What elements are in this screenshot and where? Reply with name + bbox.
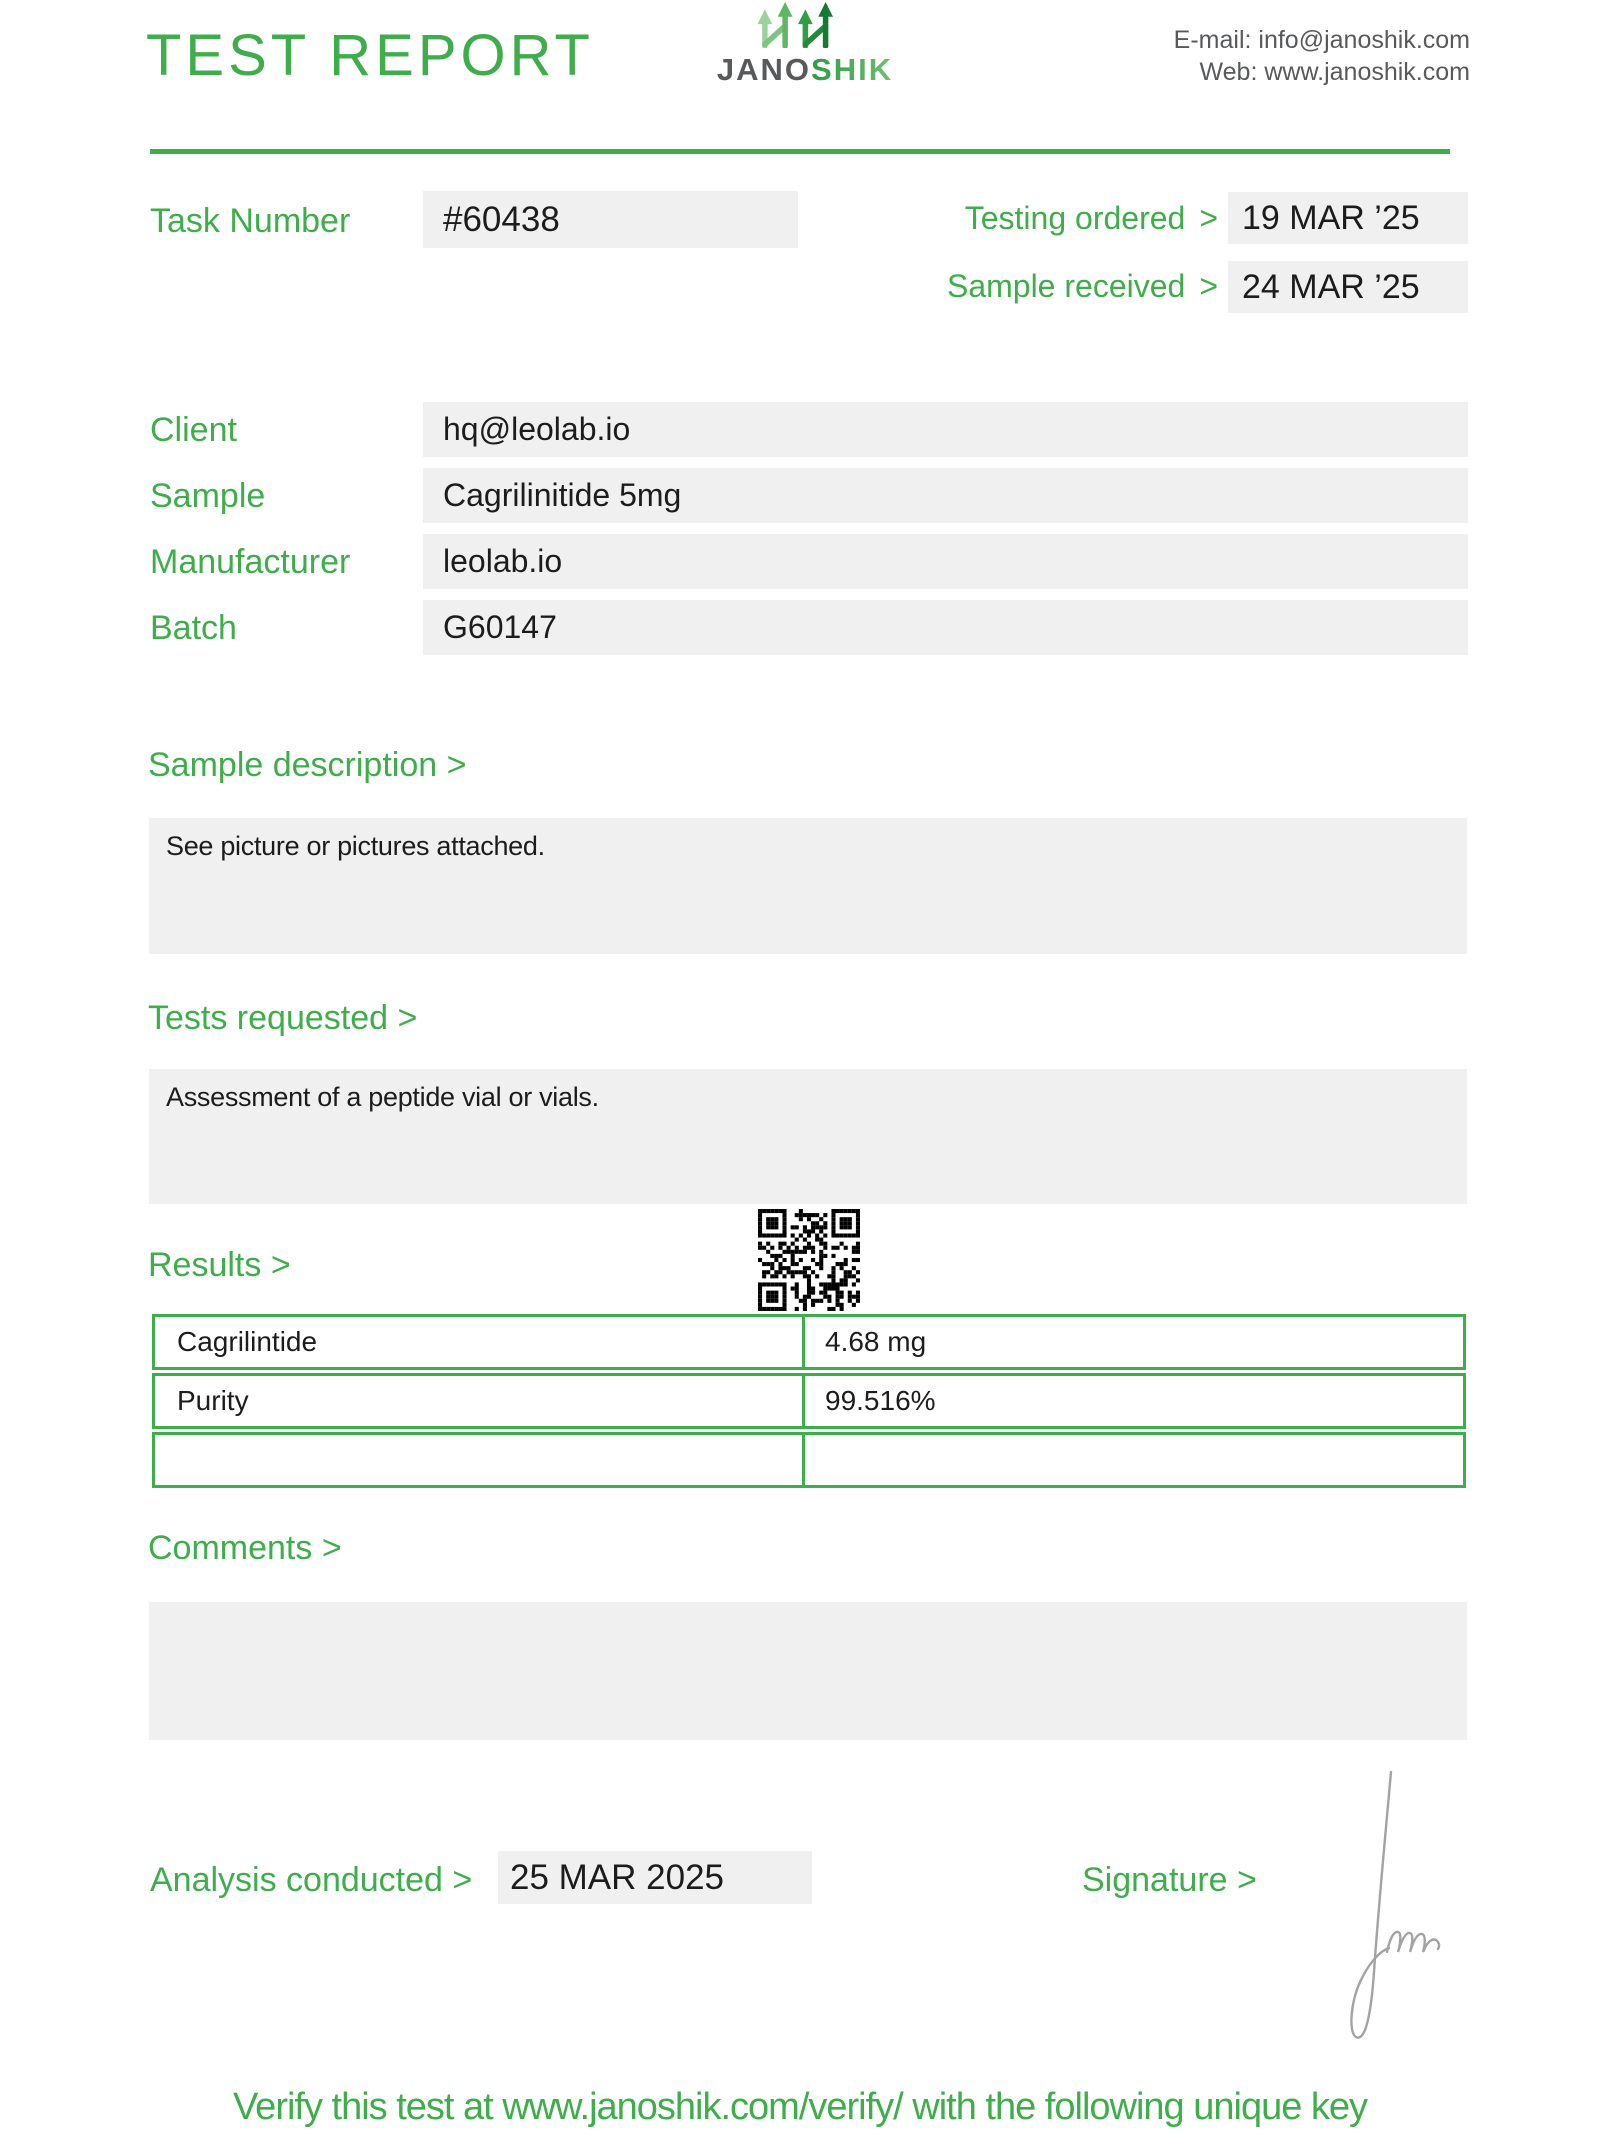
result-name: Cagrilintide [155, 1317, 805, 1367]
page-title: TEST REPORT [146, 23, 594, 88]
task-number-label: Task Number [150, 202, 351, 240]
client-value: hq@leolab.io [423, 402, 1468, 457]
results-heading: Results > [148, 1246, 291, 1284]
manufacturer-value: leolab.io [423, 534, 1468, 589]
chevron-right-icon: > [1199, 200, 1218, 236]
sample-label: Sample [150, 477, 266, 515]
analysis-conducted-label: Analysis conducted > [150, 1861, 473, 1899]
result-value: 4.68 mg [825, 1326, 927, 1357]
sample-description-heading: Sample description > [148, 746, 467, 784]
table-row [152, 1314, 1466, 1370]
signature-image [1295, 1770, 1445, 2058]
testing-ordered-date: 19 MAR ’25 [1228, 192, 1468, 244]
email-label: E-mail: [1173, 26, 1252, 54]
logo-word-green: SHIK [811, 52, 894, 87]
header-divider [150, 149, 1450, 154]
sample-value: Cagrilinitide 5mg [423, 468, 1468, 523]
contact-block [1174, 24, 1470, 88]
testing-ordered-label: Testing ordered > [964, 200, 1218, 236]
client-label: Client [150, 411, 237, 449]
web-label: Web: [1199, 58, 1258, 86]
sample-received-date: 24 MAR ’25 [1228, 261, 1468, 313]
signature-label: Signature > [1082, 1861, 1257, 1899]
comments-box [149, 1602, 1467, 1740]
verify-instruction: Verify this test at www.janoshik.com/verify/ with the following unique key [232, 2086, 1368, 2128]
batch-label: Batch [150, 609, 237, 647]
task-number-value: #60438 [423, 191, 798, 248]
qr-code [758, 1209, 860, 1311]
janoshik-logo-wordmark [640, 52, 970, 88]
chevron-right-icon: > [1199, 268, 1218, 304]
analysis-conducted-date: 25 MAR 2025 [498, 1851, 812, 1904]
tests-requested-box: Assessment of a peptide vial or vials. [149, 1069, 1467, 1204]
results-table [152, 1314, 1466, 1491]
sample-description-box: See picture or pictures attached. [149, 818, 1467, 954]
result-name: Purity [155, 1376, 805, 1426]
table-row [152, 1432, 1466, 1488]
table-row [152, 1373, 1466, 1429]
email-value: info@janoshik.com [1258, 26, 1470, 54]
logo-word-dark: JANO [716, 52, 812, 87]
result-value [805, 1435, 1463, 1485]
tests-requested-heading: Tests requested > [148, 999, 418, 1037]
web-value: www.janoshik.com [1264, 58, 1470, 86]
comments-heading: Comments > [148, 1529, 342, 1567]
result-value: 99.516% [825, 1385, 936, 1416]
janoshik-logo-icon [748, 2, 848, 48]
result-name [155, 1435, 805, 1485]
batch-value: G60147 [423, 600, 1468, 655]
sample-received-label: Sample received > [946, 268, 1218, 304]
contact-email-line [1174, 24, 1470, 56]
contact-web-line [1174, 56, 1470, 88]
manufacturer-label: Manufacturer [150, 543, 351, 581]
